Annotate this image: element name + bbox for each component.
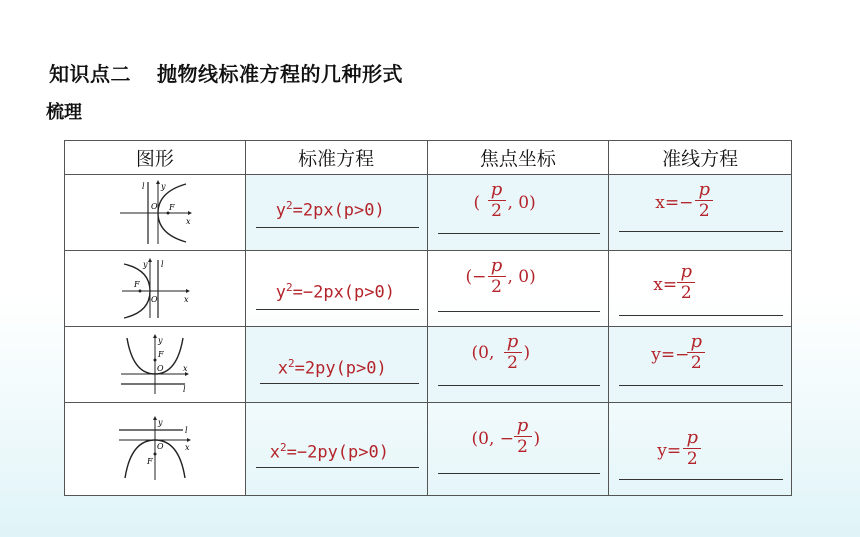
svg-text:F: F [146, 457, 153, 466]
svg-text:y: y [160, 181, 166, 191]
focus-cell [427, 175, 609, 251]
figure-cell [65, 251, 246, 327]
svg-text:O: O [156, 363, 164, 373]
table-row [65, 251, 792, 327]
parabola-opening-up-icon [119, 334, 191, 396]
focus-fraction: p 2 [488, 181, 506, 220]
subheading: 梳理 [46, 102, 82, 123]
parabola-forms-table [64, 140, 792, 496]
directrix-prefix: x= [653, 275, 678, 295]
svg-text:l: l [184, 426, 188, 435]
equation-text: $y^2=2px(p>0)$ [275, 199, 385, 221]
focus-close: , 0) [507, 267, 536, 287]
directrix-fraction: p 2 [687, 333, 705, 372]
svg-text:l: l [182, 384, 186, 394]
svg-text:y: y [157, 335, 163, 345]
focus-open: (− [465, 267, 487, 287]
answer-underline [619, 479, 783, 480]
equation-cell [245, 175, 427, 251]
answer-underline [438, 311, 601, 312]
svg-text:O: O [150, 201, 158, 211]
focus-cell [427, 327, 609, 403]
directrix-cell [609, 403, 792, 496]
directrix-prefix: x=− [655, 193, 694, 213]
focus-close: , 0) [507, 193, 536, 213]
answer-underline [438, 473, 601, 474]
table-row [65, 403, 792, 496]
svg-text:y: y [142, 259, 148, 269]
svg-text:y: y [157, 418, 163, 427]
svg-text:O: O [150, 294, 158, 304]
focus-fraction: p 2 [488, 257, 506, 296]
svg-text:x: x [182, 363, 188, 373]
svg-text:F: F [157, 349, 164, 359]
equation-cell [245, 251, 427, 327]
svg-text:F: F [133, 279, 140, 289]
figure-cell [65, 327, 246, 403]
directrix-fraction: p 2 [695, 181, 713, 220]
equation-text: $x^2=-2py(p>0)$ [269, 441, 389, 463]
directrix-cell [609, 175, 792, 251]
focus-open: (0, − [471, 429, 514, 449]
focus-cell [427, 403, 609, 496]
section-title-part1: 知识点二 [49, 62, 131, 86]
parabola-opening-left-icon [120, 258, 190, 320]
table-header-row [65, 141, 792, 175]
directrix-fraction: p 2 [677, 263, 695, 302]
equation-text: $y^2=-2px(p>0)$ [275, 281, 395, 303]
parabola-opening-down-icon [117, 416, 193, 482]
table-row [65, 175, 792, 251]
equation-cell [245, 403, 427, 496]
answer-underline [619, 315, 783, 316]
focus-close: ) [533, 429, 541, 449]
focus-fraction: p 2 [504, 333, 522, 372]
svg-text:F: F [168, 202, 175, 212]
header-directrix: 准线方程 [609, 141, 792, 175]
parabola-opening-right-icon [118, 180, 192, 246]
equation-cell [245, 327, 427, 403]
focus-cell [427, 251, 609, 327]
table-row [65, 327, 792, 403]
answer-underline [256, 467, 419, 468]
header-focus: 焦点坐标 [427, 141, 609, 175]
header-figure: 图形 [65, 141, 246, 175]
equation-text: $x^2=2py(p>0)$ [277, 357, 387, 379]
focus-close: ) [523, 343, 531, 363]
focus-open: ( [473, 193, 481, 213]
focus-open: (0, [471, 343, 495, 363]
directrix-prefix: y= [657, 441, 682, 461]
svg-text:x: x [185, 216, 191, 226]
svg-text:x: x [184, 443, 190, 452]
directrix-cell [609, 327, 792, 403]
directrix-fraction: p 2 [683, 429, 701, 468]
figure-cell [65, 403, 246, 496]
svg-text:O: O [156, 442, 164, 451]
figure-cell [65, 175, 246, 251]
answer-underline [256, 227, 419, 228]
answer-underline [260, 383, 419, 384]
answer-underline [619, 231, 783, 232]
answer-underline [619, 385, 783, 386]
answer-underline [438, 233, 601, 234]
svg-text:l: l [141, 181, 145, 191]
answer-underline [256, 309, 419, 310]
directrix-prefix: y=− [651, 345, 690, 365]
focus-fraction: p 2 [514, 417, 532, 456]
section-title-part2: 抛物线标准方程的几种形式 [157, 62, 403, 86]
header-equation: 标准方程 [245, 141, 427, 175]
directrix-cell [609, 251, 792, 327]
section-title [49, 58, 403, 87]
svg-text:l: l [160, 259, 164, 269]
svg-text:x: x [183, 294, 189, 304]
answer-underline [438, 385, 601, 386]
